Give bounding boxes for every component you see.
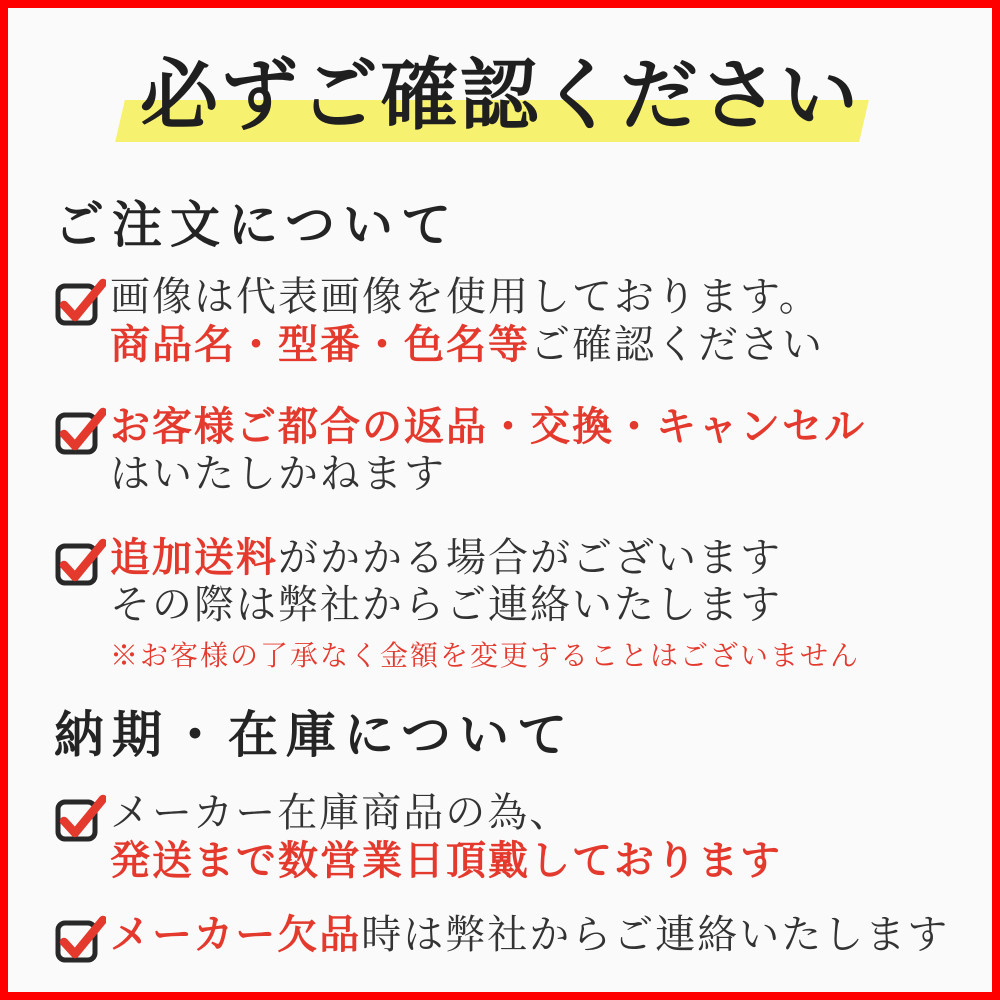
checked-checkbox-icon bbox=[54, 911, 106, 965]
item-text-segment-emphasis: メーカー欠品 bbox=[110, 911, 362, 959]
page-title: 必ずご確認ください bbox=[139, 50, 860, 141]
item-text-segment-emphasis: 商品名・型番・色名等 bbox=[110, 321, 530, 369]
item-text bbox=[110, 274, 824, 369]
item-text-segment-emphasis: 追加送料 bbox=[110, 534, 278, 582]
item-note: ※お客様の了承なく金額を変更することはございません bbox=[110, 639, 861, 673]
item-text-segment-emphasis: お客様ご都合の返品・交換・キャンセル bbox=[110, 403, 866, 451]
item-text bbox=[110, 790, 782, 885]
checklist-item bbox=[54, 790, 972, 885]
checked-checkbox-icon bbox=[54, 790, 106, 844]
item-text-segment: はいたしかねます bbox=[110, 451, 446, 498]
item-text-segment: ご確認ください bbox=[530, 322, 824, 369]
notice-content bbox=[8, 197, 992, 965]
item-text bbox=[110, 911, 949, 959]
item-text-segment: その際は弊社からご連絡いたします bbox=[110, 582, 782, 629]
checked-checkbox-icon bbox=[54, 403, 106, 457]
checked-checkbox-icon bbox=[54, 274, 106, 328]
section-heading-orders: ご注文について bbox=[54, 195, 459, 255]
checklist-item bbox=[54, 274, 972, 369]
title-block bbox=[140, 52, 860, 139]
item-text-segment: がかかる場合がございます bbox=[278, 535, 782, 582]
checklist-item bbox=[54, 403, 972, 498]
item-text-segment: メーカー在庫商品の為、 bbox=[110, 790, 572, 837]
checked-checkbox-icon bbox=[54, 534, 106, 588]
item-text bbox=[110, 403, 866, 498]
section-heading-delivery-stock: 納期・在庫について bbox=[54, 705, 575, 765]
item-text-segment: 時は弊社からご連絡いたします bbox=[361, 912, 950, 959]
checklist-item bbox=[54, 911, 972, 965]
item-text-segment: 画像は代表画像を使用しております。 bbox=[110, 274, 821, 321]
checklist-item bbox=[54, 534, 972, 673]
item-text-segment-emphasis: 発送まで数営業日頂戴しております bbox=[110, 837, 782, 885]
item-text bbox=[110, 534, 860, 673]
